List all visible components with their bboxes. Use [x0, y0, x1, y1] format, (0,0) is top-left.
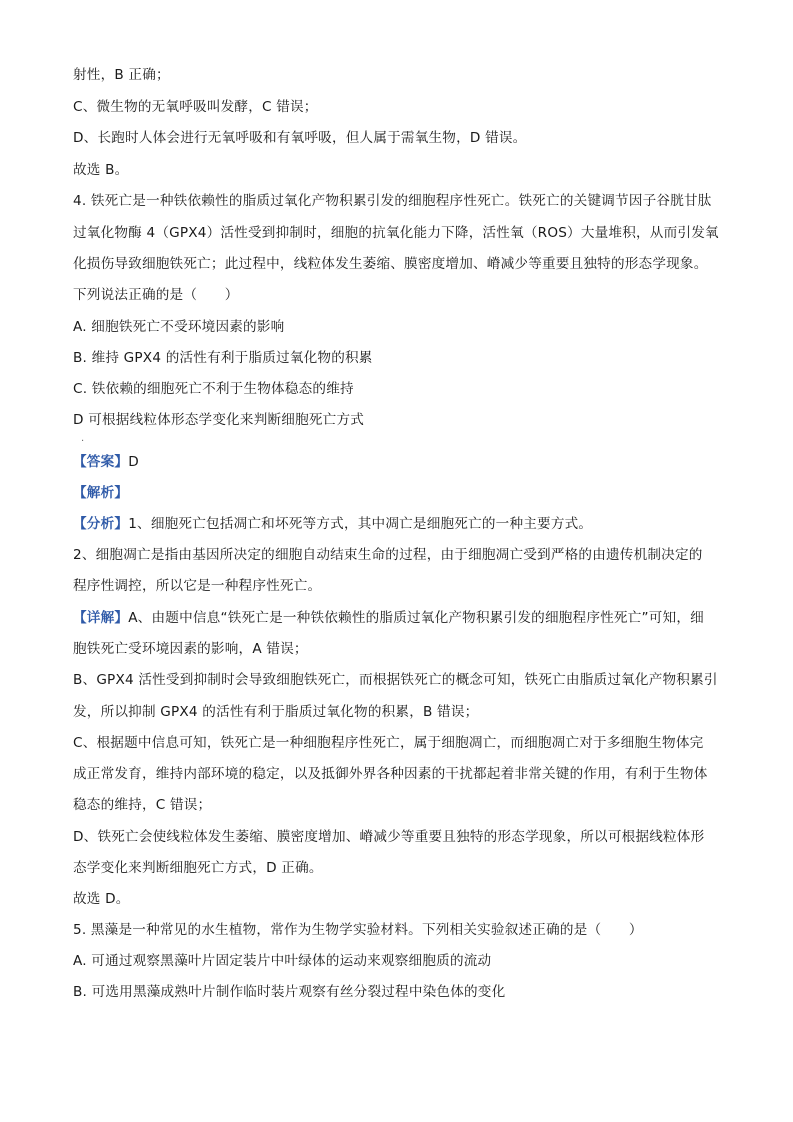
xiangjie-tag: 【详解】 [73, 610, 129, 626]
text-line: 故选 D。 [73, 891, 130, 907]
text-line: 胞铁死亡受环境因素的影响，A 错误； [73, 641, 308, 657]
fenxi-line [73, 515, 723, 533]
text-line: 稳态的维持，C 错误； [73, 797, 212, 813]
option-b: B. 可选用黑藻成熟叶片制作临时装片观察有丝分裂过程中染色体的变化 [73, 984, 506, 1000]
fenxi-tag: 【分析】 [73, 516, 129, 532]
answer-line [73, 453, 723, 471]
text-line: 2、细胞凋亡是指由基因所决定的细胞自动结束生命的过程，由于细胞凋亡受到严格的由遗传机制决定的 [73, 547, 703, 563]
xiangjie-text: A、由题中信息“铁死亡是一种铁依赖性的脂质过氧化产物积累引发的细胞程序性死亡”可知，细 [128, 610, 704, 626]
fenxi-text: 1、细胞死亡包括凋亡和坏死等方式，其中凋亡是细胞死亡的一种主要方式。 [128, 516, 593, 532]
text-line: 态学变化来判断细胞死亡方式，D 正确。 [73, 860, 323, 876]
xiangjie-line [73, 609, 723, 627]
question-4-stem: 过氧化物酶 4（GPX4）活性受到抑制时，细胞的抗氧化能力下降，活性氧（ROS）大量堆积，从而引发氧 [73, 225, 719, 241]
option-b: B. 维持 GPX4 的活性有利于脂质过氧化物的积累 [73, 350, 373, 366]
answer-value: D [128, 454, 139, 470]
text-line: 射性，B 正确； [73, 67, 170, 83]
text-line: 成正常发育，维持内部环境的稳定，以及抵御外界各种因素的干扰都起着非常关键的作用，有利于生物体 [73, 766, 708, 782]
option-a: A. 细胞铁死亡不受环境因素的影响 [73, 319, 285, 335]
text-line: 故选 B。 [73, 162, 129, 178]
text-line: B、GPX4 活性受到抑制时会导致细胞铁死亡，而根据铁死亡的概念可知，铁死亡由脂质过氧化产物积累引 [73, 672, 718, 688]
option-a: A. 可通过观察黑藻叶片固定装片中叶绿体的运动来观察细胞质的流动 [73, 953, 492, 969]
option-d: D 可根据线粒体形态学变化来判断细胞死亡方式 [73, 412, 365, 428]
stray-dot: . [81, 433, 85, 444]
text-line: C、根据题中信息可知，铁死亡是一种细胞程序性死亡，属于细胞凋亡，而细胞凋亡对于多细胞生物体完 [73, 735, 704, 751]
text-line: C、微生物的无氧呼吸叫发酵，C 错误； [73, 99, 318, 115]
question-4-stem: 化损伤导致细胞铁死亡；此过程中，线粒体发生萎缩、膜密度增加、嵴减少等重要且独特的形态学现象。 [73, 256, 708, 272]
question-4-stem: 4. 铁死亡是一种铁依赖性的脂质过氧化产物积累引发的细胞程序性死亡。铁死亡的关键调节因子谷胱甘肽 [73, 193, 712, 209]
text-line: D、长跑时人体会进行无氧呼吸和有氧呼吸，但人属于需氧生物，D 错误。 [73, 130, 527, 146]
text-line: D、铁死亡会使线粒体发生萎缩、膜密度增加、嵴减少等重要且独特的形态学现象，所以可根据线粒体形 [73, 829, 705, 845]
question-5-stem: 5. 黑藻是一种常见的水生植物，常作为生物学实验材料。下列相关实验叙述正确的是（ ） [73, 922, 643, 938]
text-line: 发，所以抑制 GPX4 的活性有利于脂质过氧化物的积累，B 错误； [73, 704, 479, 720]
analysis-line [73, 484, 723, 502]
text-line: 程序性调控，所以它是一种程序性死亡。 [73, 578, 322, 594]
analysis-tag: 【解析】 [73, 485, 129, 501]
option-c: C. 铁依赖的细胞死亡不利于生物体稳态的维持 [73, 381, 354, 397]
question-4-prompt: 下列说法正确的是（ ） [73, 287, 239, 303]
answer-tag: 【答案】 [73, 454, 129, 470]
